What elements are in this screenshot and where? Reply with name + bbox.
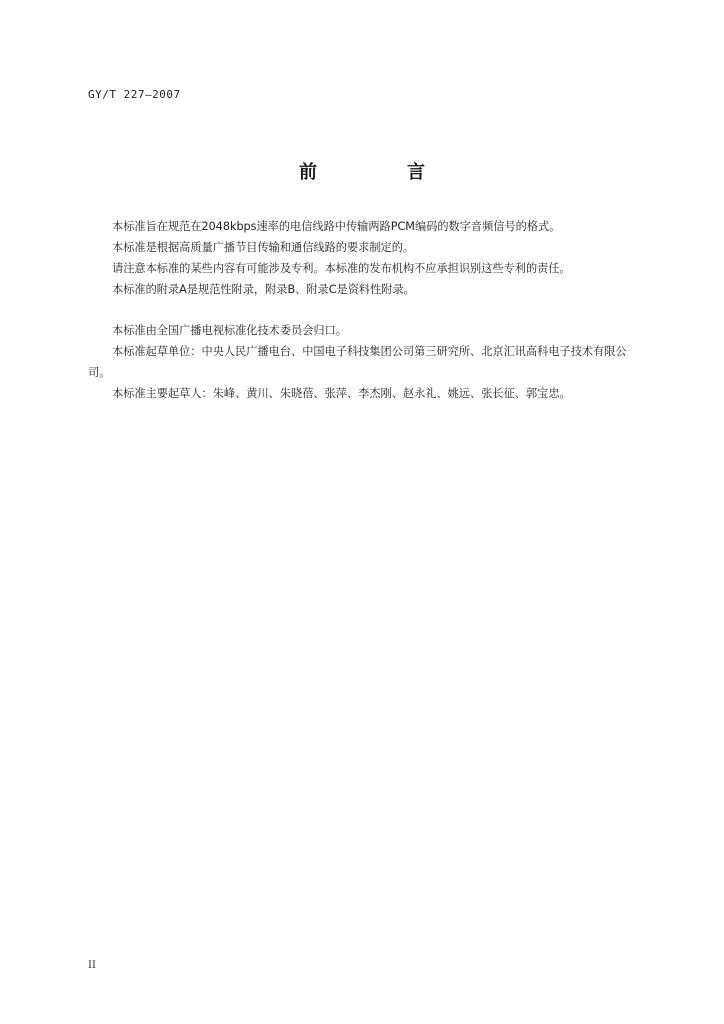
paragraph-scope: 本标准旨在规范在2048kbps速率的电信线路中传输两路PCM编码的数字音频信号的格式。 — [112, 220, 561, 233]
paragraph-gap — [88, 300, 648, 320]
paragraph-drafting-units: 本标准起草单位：中央人民广播电台、中国电子科技集团公司第三研究所、北京汇讯高科电子技术有限公司。 — [88, 345, 627, 379]
paragraph-basis: 本标准是根据高质量广播节目传输和通信线路的要求制定的。 — [112, 241, 415, 254]
paragraph-patent-notice: 请注意本标准的某些内容有可能涉及专利。本标准的发布机构不应承担识别这些专利的责任。 — [112, 262, 571, 275]
page-title: 前 言 — [299, 162, 461, 183]
foreword-body — [88, 216, 648, 404]
paragraph-appendix: 本标准的附录A是规范性附录，附录B、附录C是资料性附录。 — [112, 283, 415, 296]
paragraph-drafters: 本标准主要起草人：朱峰、黄川、朱晓蓓、张萍、李杰刚、赵永礼、姚远、张长征、郭宝忠。 — [112, 387, 571, 400]
page-number: II — [88, 960, 96, 971]
paragraph-committee: 本标准由全国广播电视标准化技术委员会归口。 — [112, 324, 347, 337]
standard-code: GY/T 227—2007 — [88, 88, 181, 101]
